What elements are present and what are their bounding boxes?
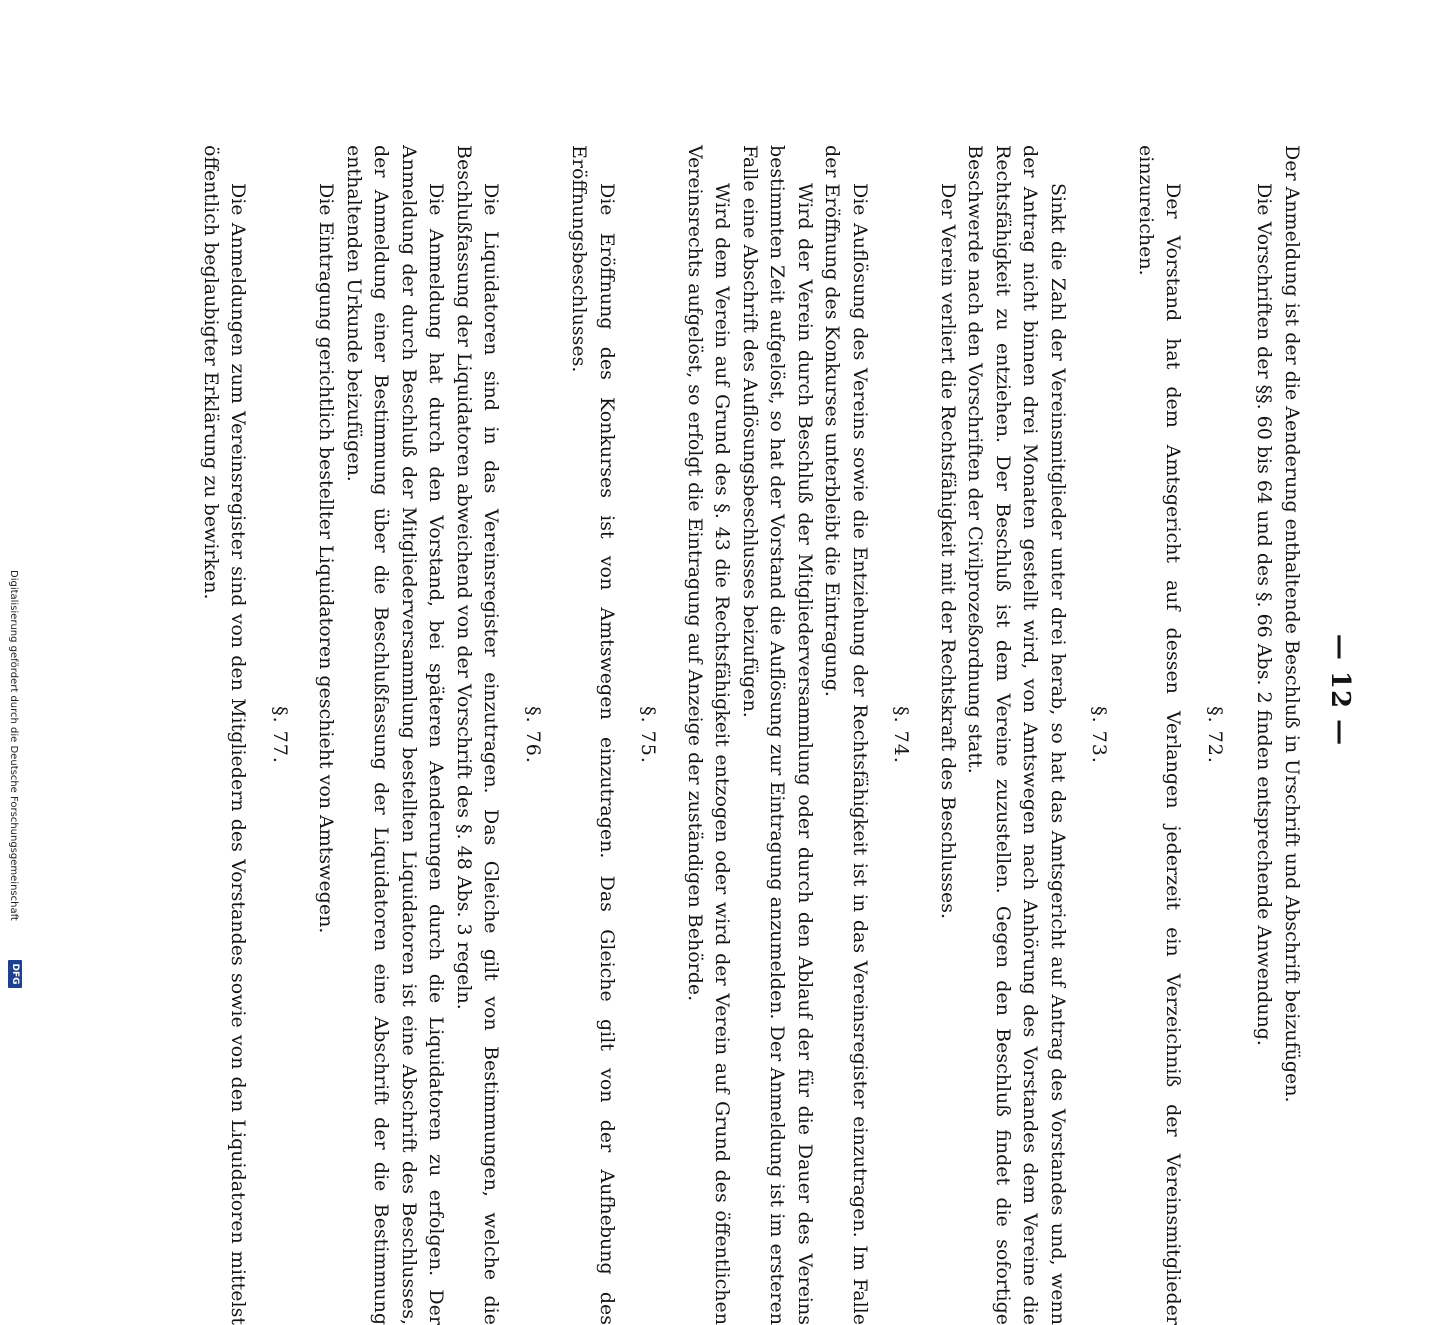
paragraph: Die Auflösung des Vereins sowie die Entziehung der Rechtsfähigkeit ist in das Vereinsregister einzutragen. Im Falle der Eröffnung des Konkurses unterbleibt die Eintragung.: [821, 145, 871, 1325]
paragraph: Der Verein verliert die Rechtsfähigkeit mit der Rechtskraft des Beschlusses.: [937, 183, 959, 920]
section-heading-77: §. 77.: [269, 706, 291, 764]
section-heading-73: §. 73.: [1088, 706, 1111, 764]
paragraph: Der Anmeldung ist der die Aenderung enthaltende Beschluß in Urschrift und Abschrift beizufügen.: [1281, 145, 1303, 1103]
paragraph: Die Anmeldungen zum Vereinsregister sind von den Mitgliedern des Vorstandes sowie von den Liquidatoren mittelst öffentlich beglaubigter Erklärung zu bewirken.: [200, 145, 250, 1325]
paragraph: Die Eintragung gerichtlich bestellter Liquidatoren geschieht von Amtswegen.: [315, 183, 338, 934]
section-heading-76: §. 76.: [522, 706, 544, 764]
paragraph: Wird dem Verein auf Grund des §. 43 die Rechtsfähigkeit entzogen oder wird der Verein auf Grund des öffentlichen Vereinsrechts aufgelöst, so erfolgt die Eintragung auf Anzeige der zuständigen Behörde.: [684, 145, 734, 1325]
paragraph: Die Eröffnung des Konkurses ist von Amtswegen einzutragen. Das Gleiche gilt von der Aufhebung des Eröffnungsbeschlusses.: [568, 145, 618, 1325]
paragraph: Die Vorschriften der §§. 60 bis 64 und des §. 66 Abs. 2 finden entsprechende Anwendung.: [1253, 183, 1276, 1046]
paragraph: Die Anmeldung hat durch den Vorstand, bei späteren Aenderungen durch die Liquidatoren zu erfolgen. Der Anmeldung der durch Beschluß der Mitgliederversammlung bestellten Liquidatoren ist eine Abschrift des Beschlusses, der Anmeldung einer Bestimmung über die Beschlußfassung der Liquidatoren eine Abschrift der die Bestimmung enthaltenden Urkunde beizufügen.: [343, 145, 448, 1325]
paragraph: Wird der Verein durch Beschluß der Mitgliederversammlung oder durch den Ablauf der für die Dauer des Vereins bestimmten Zeit aufgelöst, so hat der Vorstand die Auflösung zur Eintragung anzumelden. Der Anmeldung ist im ersteren Falle eine Abschrift des Auflösungsbeschlusses beizufügen.: [739, 145, 816, 1325]
funding-note: Digitalisierung gefördert durch die Deutsche Forschungsgemeinschaft: [8, 570, 19, 921]
paragraph: Der Vorstand hat dem Amtsgericht auf dessen Verlangen jederzeit ein Verzeichniß der Vereinsmitglieder einzureichen.: [1135, 145, 1185, 1325]
document-body: [197, 145, 1306, 1325]
section-heading-74: §. 74.: [890, 706, 913, 764]
page-number: — 12 —: [1325, 633, 1355, 747]
paragraph: Die Liquidatoren sind in das Vereinsregister einzutragen. Das Gleiche gilt von Bestimmungen, welche die Beschlußfassung der Liquidatoren abweichend von der Vorschrift des §. 48 Abs. 3 regeln.: [453, 145, 503, 1325]
section-heading-72: §. 72.: [1204, 706, 1226, 764]
paragraph: Sinkt die Zahl der Vereinsmitglieder unter drei herab, so hat das Amtsgericht auf Antrag des Vorstandes und, wenn der Antrag nicht binnen drei Monaten gestellt wird, von Amtswegen nach Anhörung des Vorstandes dem Vereine die Rechtsfähigkeit zu entziehen. Der Beschluß ist dem Vereine zuzustellen. Gegen den Beschluß findet die sofortige Beschwerde nach den Vorschriften der Civilprozeßordnung statt.: [964, 145, 1069, 1325]
dfg-logo: DFG: [8, 960, 22, 988]
section-heading-75: §. 75.: [637, 706, 660, 764]
